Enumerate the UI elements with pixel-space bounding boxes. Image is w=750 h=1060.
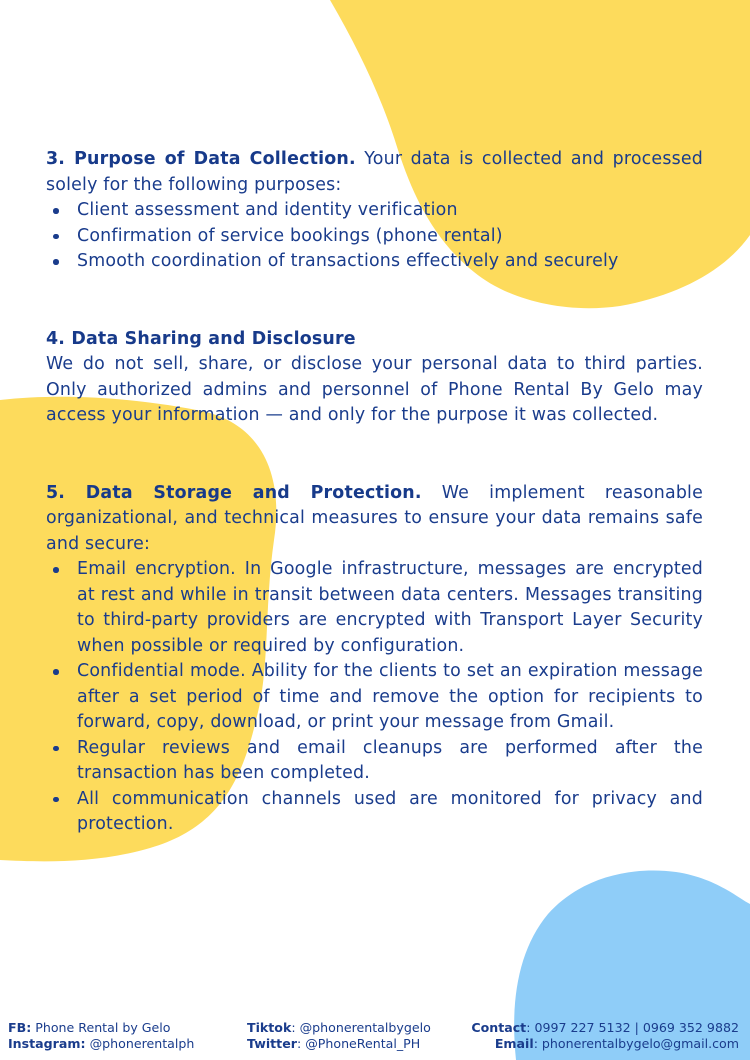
email-label: Email [494,1036,534,1051]
section-text: We do not sell, share, or disclose your personal data to third parties. Only authorized admins and personnel of Phone Rental By Gelo may access your information — and only for the purpose it was collected. [46,354,703,425]
list-item: Regular reviews and email cleanups are performed after the transaction has been completed. [77,736,703,787]
fb-label: FB: [8,1020,32,1035]
footer-social-left [8,1020,194,1052]
list-item: Smooth coordination of transactions effectively and securely [77,249,703,275]
bullet-list [46,557,703,838]
section-data-storage [46,481,703,838]
instagram-value[interactable]: @phonerentalph [85,1036,195,1051]
tiktok-value[interactable]: : @phonerentalbygelo [291,1020,431,1035]
section-text: We implement reasonable organizational, and technical measures to ensure your data remains safe and secure: [46,482,703,554]
section-text: Your data is collected and processed solely for the following purposes: [46,149,703,195]
section-data-sharing [46,327,703,429]
footer-instagram [8,1036,194,1052]
tiktok-label: Tiktok [247,1020,292,1035]
footer-fb [8,1020,194,1036]
section-paragraph [46,147,703,198]
section-purpose-of-data-collection [46,147,703,275]
fb-value[interactable]: Phone Rental by Gelo [31,1020,171,1035]
footer-tiktok [247,1020,431,1036]
footer-twitter [247,1036,431,1052]
list-item: Email encryption. In Google infrastructure, messages are encrypted at rest and while in transit between data centers. Messages transiting to third-party providers are encrypted with Transport Layer Security when possible or required by configuration. [77,557,703,659]
list-item: Client assessment and identity verification [77,198,703,224]
footer [0,1020,750,1060]
list-item: Confidential mode. Ability for the clients to set an expiration message after a set period of time and remove the option for recipients to forward, copy, download, or print your message from Gmail. [77,659,703,736]
email-value[interactable]: : phonerentalbygelo@gmail.com [533,1036,739,1051]
instagram-label: Instagram: [8,1036,86,1051]
twitter-label: Twitter [247,1036,297,1051]
footer-phone [471,1020,739,1036]
contact-value[interactable]: : 0997 227 5132 | 0969 352 9882 [526,1020,739,1035]
contact-label: Contact [471,1020,527,1035]
footer-contact [471,1020,739,1052]
section-heading: 5. Data Storage and Protection. [46,482,422,503]
footer-social-middle [247,1020,431,1052]
policy-content [46,147,703,838]
bullet-list [46,198,703,275]
list-item: All communication channels used are monitored for privacy and protection. [77,787,703,838]
list-item: Confirmation of service bookings (phone rental) [77,224,703,250]
footer-email [471,1036,739,1052]
section-heading: 3. Purpose of Data Collection. [46,149,356,169]
section-paragraph [46,481,703,558]
section-heading: 4. Data Sharing and Disclosure [46,328,356,349]
twitter-value[interactable]: : @PhoneRental_PH [296,1036,421,1051]
